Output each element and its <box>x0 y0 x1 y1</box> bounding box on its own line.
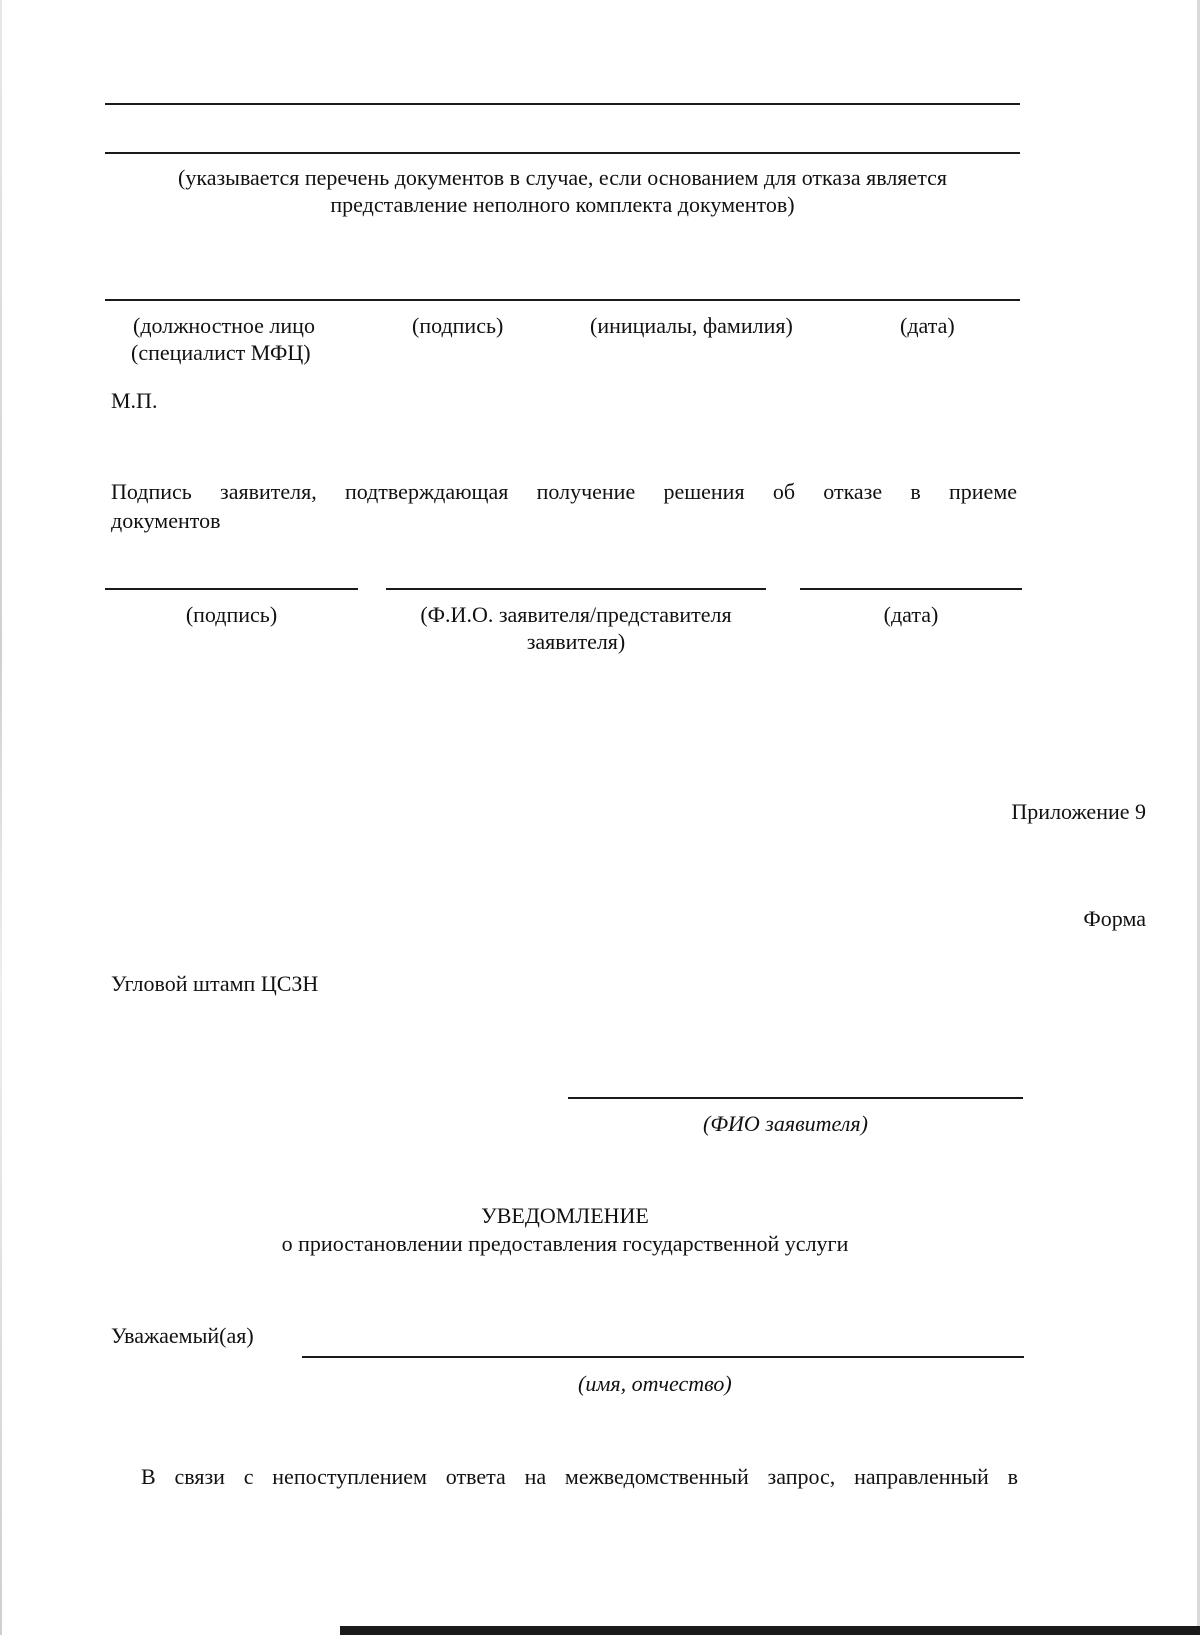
recipient-caption: (ФИО заявителя) <box>703 1111 868 1136</box>
applicant-sign-line <box>105 588 358 590</box>
official-label-line1: (должностное лицо <box>133 313 315 338</box>
signature-label: (подпись) <box>412 313 504 338</box>
applicant-signature-text-line2: документов <box>111 508 221 533</box>
official-label-line2: (специалист МФЦ) <box>131 340 311 365</box>
applicant-name-line <box>386 588 766 590</box>
initials-label: (инициалы, фамилия) <box>590 313 793 338</box>
scan-bottom-bar <box>340 1626 1200 1635</box>
salutation-label: Уважаемый(ая) <box>111 1323 254 1348</box>
applicant-date-line <box>800 588 1022 590</box>
appendix-label: Приложение 9 <box>1011 799 1146 824</box>
applicant-date-label: (дата) <box>883 602 939 627</box>
docs-list-caption-line1: (указывается перечень документов в случае, если основанием для отказа является <box>178 165 947 190</box>
corner-stamp-label: Угловой штамп ЦСЗН <box>111 971 319 996</box>
applicant-name-label-line1: (Ф.И.О. заявителя/представителя <box>420 602 732 627</box>
date-label: (дата) <box>900 313 955 338</box>
seal-label: М.П. <box>111 388 158 413</box>
form-label: Форма <box>1083 906 1146 931</box>
recipient-name-line <box>568 1097 1023 1099</box>
applicant-name-label-line2: заявителя) <box>526 629 626 654</box>
notice-body-first-line: В связи с непоступлением ответа на межведомственный запрос, направленный в <box>141 1464 1018 1489</box>
official-signature-line <box>105 299 1020 301</box>
applicant-signature-text-line1: Подпись заявителя, подтверждающая получение решения об отказе в приеме <box>111 479 1017 504</box>
docs-list-line-2 <box>105 152 1020 154</box>
scan-edge-left <box>0 0 2 1635</box>
notice-title: УВЕДОМЛЕНИЕ <box>481 1203 649 1228</box>
salutation-name-line <box>302 1356 1024 1358</box>
docs-list-line-1 <box>105 103 1020 105</box>
applicant-sign-label: (подпись) <box>185 602 278 627</box>
notice-subtitle: о приостановлении предоставления государственной услуги <box>281 1231 849 1256</box>
docs-list-caption-line2: представление неполного комплекта документов) <box>330 192 795 217</box>
name-caption: (имя, отчество) <box>578 1371 732 1396</box>
